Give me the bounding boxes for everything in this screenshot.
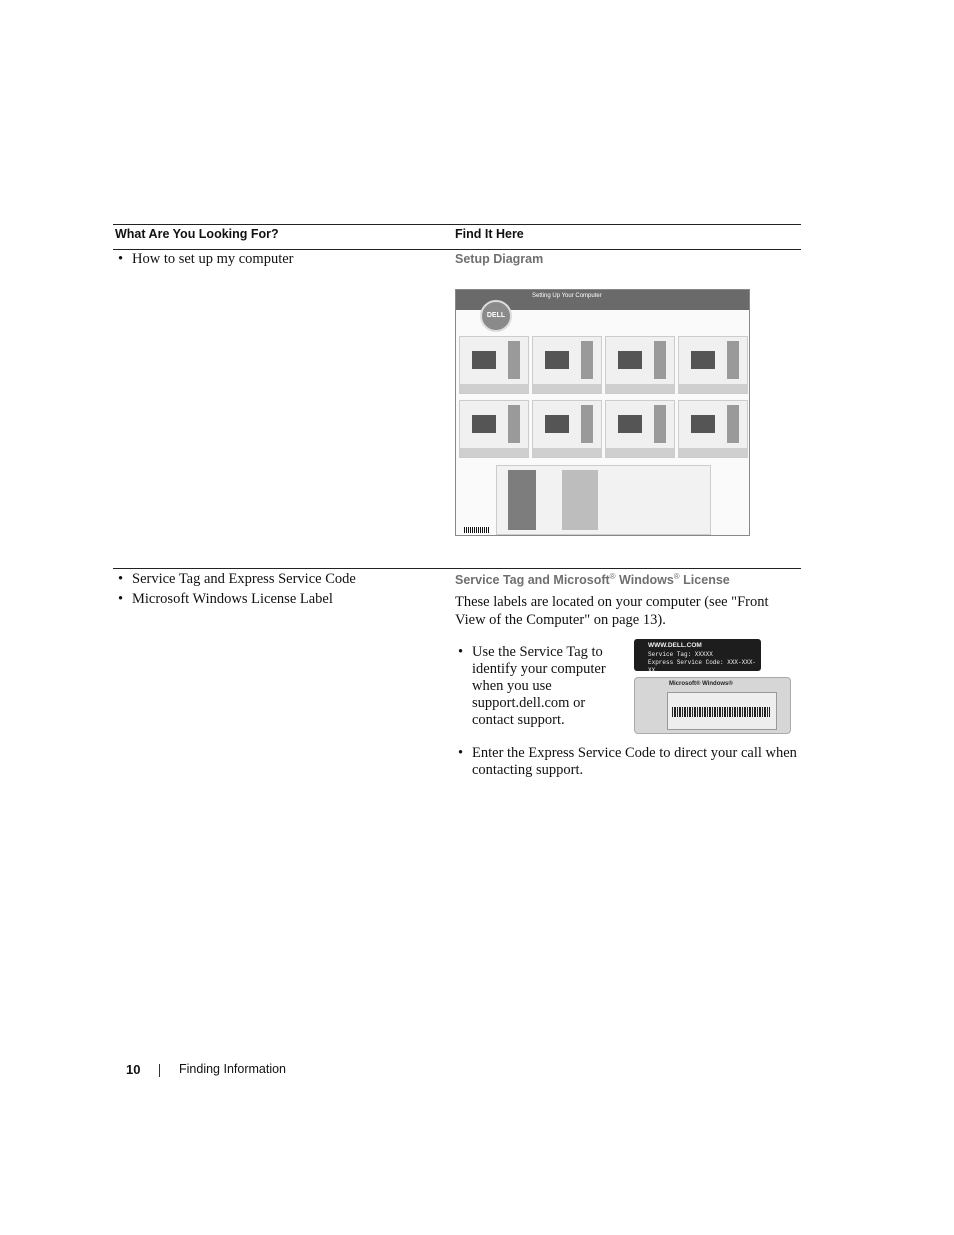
list-item (118, 251, 294, 268)
list-item: • Use the Service Tag to identify your computer when you use support.dell.com or contact support. (458, 644, 606, 728)
diagram-step-panel (678, 336, 748, 394)
row-rule (113, 568, 801, 569)
header-rule (113, 249, 801, 250)
barcode-icon (672, 707, 770, 717)
diagram-step-panel (532, 336, 602, 394)
service-tag-title: Service Tag and Microsoft® Windows® License (455, 572, 730, 588)
setup-diagram-image (455, 289, 750, 536)
list-item (118, 591, 333, 608)
diagram-step-panel (532, 400, 602, 458)
table-top-rule (113, 224, 801, 225)
page-number: 10 (126, 1062, 141, 1077)
diagram-step-panel (459, 336, 529, 394)
dell-logo: DELL (480, 300, 512, 332)
list-item-text: How to set up my computer (132, 251, 294, 267)
diagram-step-panel (605, 336, 675, 394)
bullet-dot: • (118, 591, 124, 607)
setup-diagram-title: Setup Diagram (455, 252, 544, 266)
bullet-dot: • (118, 251, 124, 267)
bullet-dot: • (458, 644, 464, 660)
windows-license-label-image: Microsoft® Windows® (634, 677, 791, 734)
col2-header: Find It Here (455, 227, 524, 241)
list-item-text: Microsoft Windows License Label (132, 591, 333, 607)
support-link[interactable]: support.dell.com (472, 695, 570, 711)
footer-section-title: Finding Information (179, 1062, 287, 1076)
diagram-step-panel (605, 400, 675, 458)
list-item (118, 571, 356, 588)
bullet-dot: • (118, 571, 124, 587)
list-item-text: Service Tag and Express Service Code (132, 571, 356, 587)
col1-header: What Are You Looking For? (115, 227, 279, 241)
list-item (458, 745, 801, 779)
diagram-tower-icon (508, 470, 536, 530)
diagram-step-panel (459, 400, 529, 458)
diagram-step-panel (678, 400, 748, 458)
bullet-dot: • (458, 745, 464, 761)
diagram-tower-open-icon (562, 470, 598, 530)
labels-location-paragraph: These labels are located on your computer (see "Front View of the Computer" on page 13). (455, 594, 769, 628)
diagram-banner-title: Setting Up Your Computer (532, 293, 602, 299)
barcode-icon (464, 527, 490, 533)
service-tag-label-image: WWW.DELL.COM Service Tag: XXXXX Express Service Code: XXX-XXX-XX (634, 639, 761, 671)
footer-divider (159, 1064, 160, 1077)
list-item-text: Enter the Express Service Code to direct your call when contacting support. (472, 745, 797, 778)
